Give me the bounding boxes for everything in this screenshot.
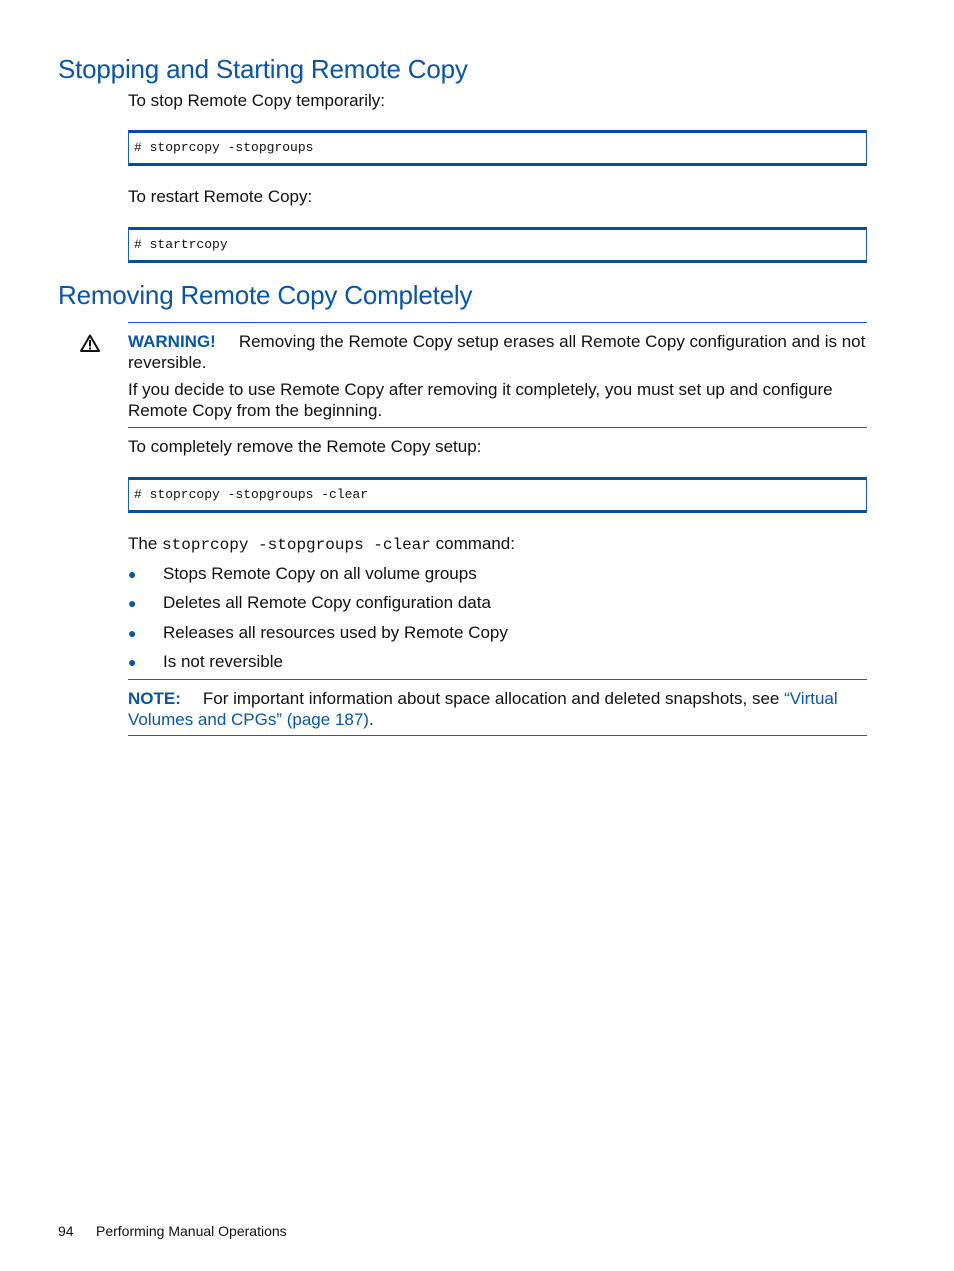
- warning-label: WARNING!: [128, 332, 216, 351]
- note-top-rule: [128, 679, 867, 680]
- code-stop: # stoprcopy -stopgroups: [134, 140, 314, 155]
- code-block-stop: [128, 130, 867, 166]
- intro-remove-text: To completely remove the Remote Copy setup:: [128, 437, 482, 456]
- footer-chapter: Performing Manual Operations: [96, 1223, 287, 1239]
- note-text: For important information about space allocation and deleted snapshots, see: [202, 689, 780, 708]
- warning-line-1: [128, 331, 865, 352]
- command-sentence: [128, 533, 515, 556]
- warning-line-2: reversible.: [128, 353, 207, 372]
- command-suffix: command:: [435, 534, 515, 553]
- warning-bottom-rule: [128, 427, 867, 428]
- list-item: Releases all resources used by Remote Copy: [163, 623, 508, 642]
- bullet-dot: ●: [128, 595, 137, 611]
- bullet-dot: ●: [128, 625, 137, 641]
- list-item: Is not reversible: [163, 652, 283, 671]
- intro-restart-text: To restart Remote Copy:: [128, 187, 313, 206]
- code-restart: # startrcopy: [134, 237, 228, 252]
- warning-para-line-2: Remote Copy from the beginning.: [128, 401, 383, 420]
- code-block-remove: [128, 477, 867, 513]
- bullet-dot: ●: [128, 566, 137, 582]
- command-inline-code: stoprcopy -stopgroups -clear: [162, 536, 431, 554]
- list-item: Deletes all Remote Copy configuration data: [163, 593, 491, 612]
- list-item: Stops Remote Copy on all volume groups: [163, 564, 477, 583]
- note-line-2: [128, 709, 374, 730]
- warning-text-1: Removing the Remote Copy setup erases all Remote Copy configuration and is not: [238, 332, 866, 351]
- command-prefix: The: [128, 534, 158, 553]
- section-title-stopping-starting: Stopping and Starting Remote Copy: [58, 54, 468, 84]
- code-block-restart: [128, 227, 867, 263]
- section-title-removing: Removing Remote Copy Completely: [58, 280, 473, 310]
- warning-top-rule: [128, 322, 867, 323]
- note-bottom-rule: [128, 735, 867, 736]
- note-trailing: .: [368, 710, 374, 729]
- note-line-1: [128, 688, 838, 709]
- code-remove: # stoprcopy -stopgroups -clear: [134, 487, 369, 502]
- note-link-part-1[interactable]: “Virtual: [784, 689, 838, 708]
- intro-stop-text: To stop Remote Copy temporarily:: [128, 91, 385, 110]
- footer-page-number: 94: [58, 1223, 74, 1239]
- warning-para-line-1: If you decide to use Remote Copy after removing it completely, you must set up and configure: [128, 380, 833, 399]
- bullet-dot: ●: [128, 654, 137, 670]
- warning-triangle-icon: [80, 334, 100, 357]
- note-label: NOTE:: [128, 689, 181, 708]
- note-link-part-2[interactable]: Volumes and CPGs” (page 187): [128, 710, 369, 729]
